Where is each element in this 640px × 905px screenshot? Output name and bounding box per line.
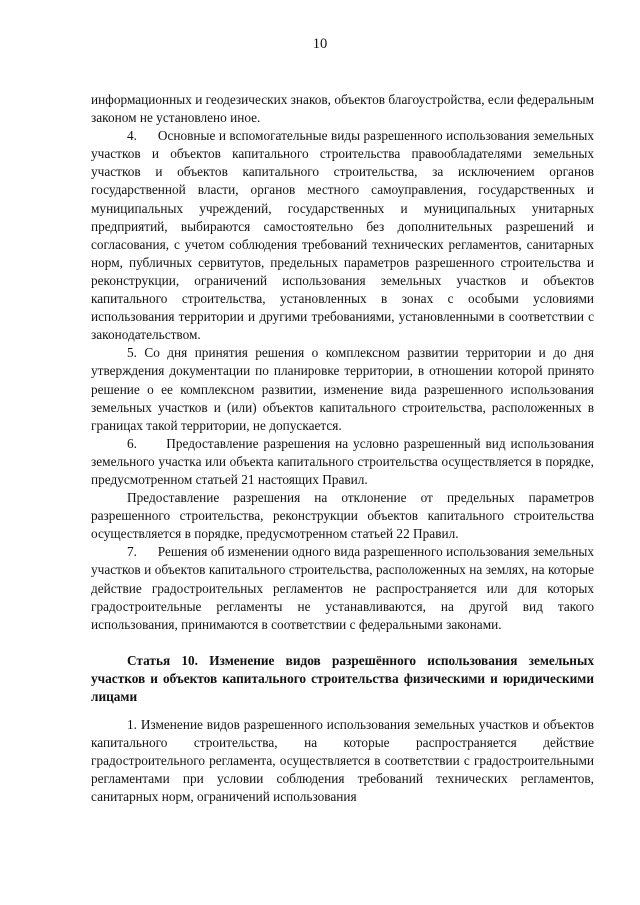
page-number: 10: [312, 36, 328, 52]
article-10-paragraph-1: 1. Изменение видов разрешенного использования земельных участков и объектов капитального строительства, на которые распространяется действие градостроительного регламента, осуществляется в соответствии с градостроительными регламентами при условии соблюдения требований технических регламентов, санитарных норм, ограничений использования: [91, 717, 594, 805]
paragraph-5: 5. Со дня принятия решения о комплексном развитии территории и до дня утверждения документации по планировке территории, в отношении которой принято решение о ее комплексном развитии, изменение вида разрешенного использования земельных участков и (или) объектов капитального строительства, расположенных в границах такой территории, не допускается.: [91, 345, 594, 433]
document-body: [91, 91, 594, 807]
paragraph-7: 7. Решения об изменении одного вида разрешенного использования земельных участков и объектов капитального строительства, расположенных на землях, на которые действие градостроительных регламентов не распространяется или для которых градостроительные регламенты не устанавливаются, на другой вид такого использования, принимаются в соответствии с федеральными законами.: [91, 544, 594, 632]
paragraph-6: 6. Предоставление разрешения на условно разрешенный вид использования земельного участка или объекта капитального строительства осуществляется в порядке, предусмотренном статьей 21 настоящих Правил.: [91, 435, 594, 487]
paragraph-6-continuation: Предоставление разрешения на отклонение от предельных параметров разрешенного строительства, реконструкции объектов капитального строительства осуществляется в порядке, предусмотренном статьей 22 Правил.: [91, 490, 594, 542]
paragraph-4: 4. Основные и вспомогательные виды разрешенного использования земельных участков и объектов капитального строительства правообладателями земельных участков и объектов капитального строительства, за исключением органов государственной власти, органов местного самоуправления, государственных и муниципальных учреждений, государственных и муниципальных унитарных предприятий, выбираются самостоятельно без дополнительных разрешений и согласования, с учетом соблюдения требований технических регламентов, санитарных норм, публичных сервитутов, предельных параметров разрешенного строительства и реконструкции, ограничений использования земельных участков и объектов капитального строительства, установленных в зонах с особыми условиями использования территории и другими требованиями, установленными в соответствии с законодательством.: [91, 128, 594, 343]
paragraph-continuation: информационных и геодезических знаков, объектов благоустройства, если федеральным законом не установлено иное.: [91, 92, 594, 126]
article-10-heading: Статья 10. Изменение видов разрешённого использования земельных участков и объектов капитального строительства физическими и юридическими лицами: [91, 652, 594, 704]
